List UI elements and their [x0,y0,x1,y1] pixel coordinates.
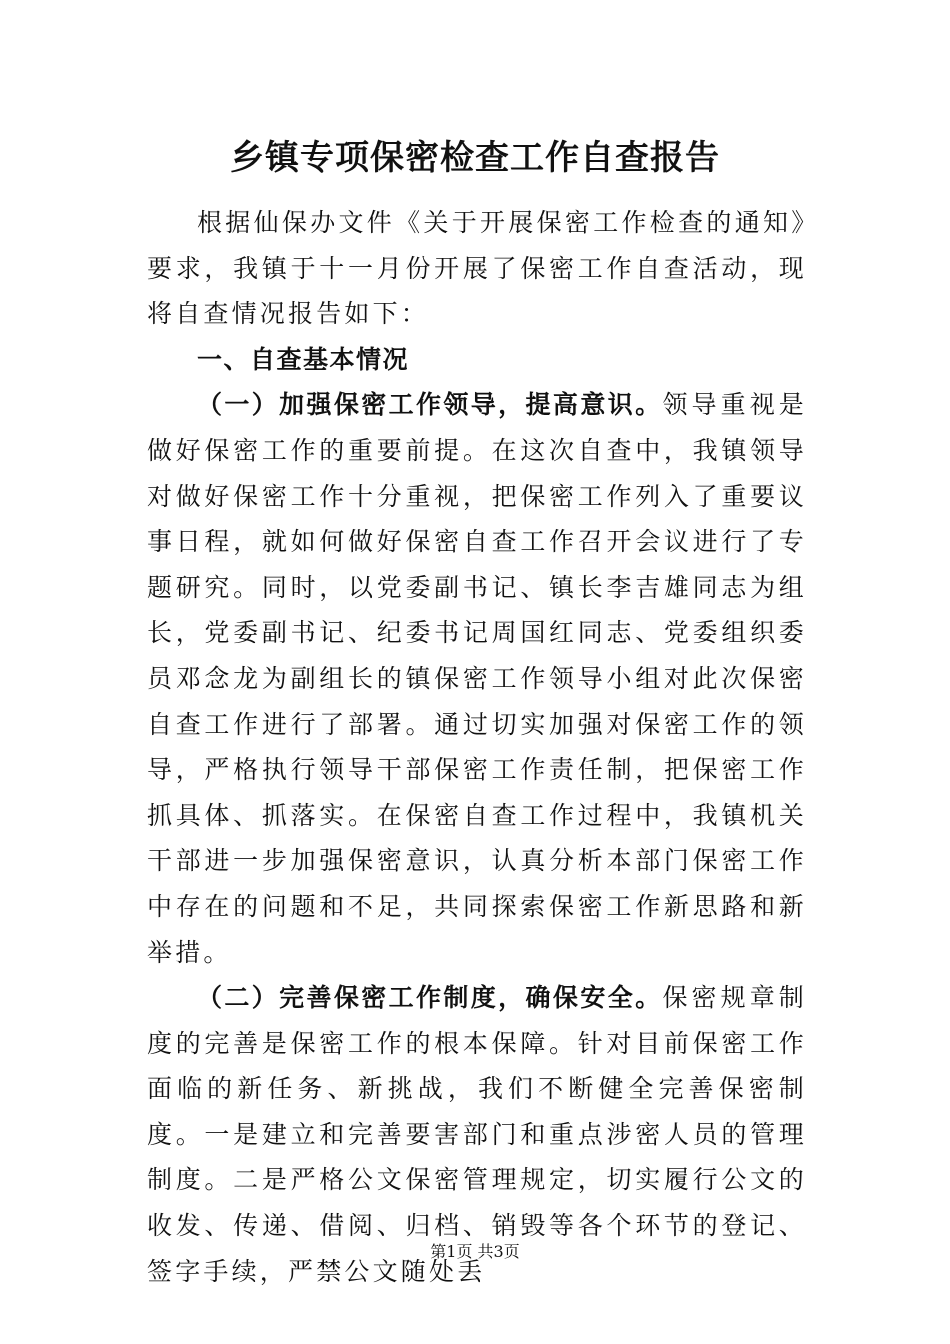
subsection-2-text: 保密规章制度的完善是保密工作的根本保障。针对目前保密工作面临的新任务、新挑战，我们不断健全完善保密制度。一是建立和完善要害部门和重点涉密人员的管理制度。二是严格公文保密管理规定，切实履行公文的收发、传递、借阅、归档、销毁等各个环节的登记、签字手续，严禁公文随处丢 [147,983,807,1286]
subsection-1-paragraph [147,382,807,975]
subsection-1-text: 领导重视是做好保密工作的重要前提。在这次自查中，我镇领导对做好保密工作十分重视，把保密工作列入了重要议事日程，就如何做好保密自查工作召开会议进行了专题研究。同时，以党委副书记、镇长李吉雄同志为组长，党委副书记、纪委书记周国红同志、党委组织委员邓念龙为副组长的镇保密工作领导小组对此次保密自查工作进行了部署。通过切实加强对保密工作的领导，严格执行领导干部保密工作责任制，把保密工作抓具体、抓落实。在保密自查工作过程中，我镇机关干部进一步加强保密意识，认真分析本部门保密工作中存在的问题和不足，共同探索保密工作新思路和新举措。 [147,390,807,967]
subsection-1-lead: （一）加强保密工作领导，提高意识。 [197,390,663,420]
document-body [147,200,807,1294]
subsection-2-lead: （二）完善保密工作制度，确保安全。 [197,983,663,1013]
page-footer: 第1页 共3页 [430,1242,520,1261]
document-title: 乡镇专项保密检查工作自查报告 [230,138,720,178]
intro-paragraph: 根据仙保办文件《关于开展保密工作检查的通知》要求，我镇于十一月份开展了保密工作自查活动，现将自查情况报告如下： [147,208,807,329]
section-heading: 一、自查基本情况 [197,344,410,374]
